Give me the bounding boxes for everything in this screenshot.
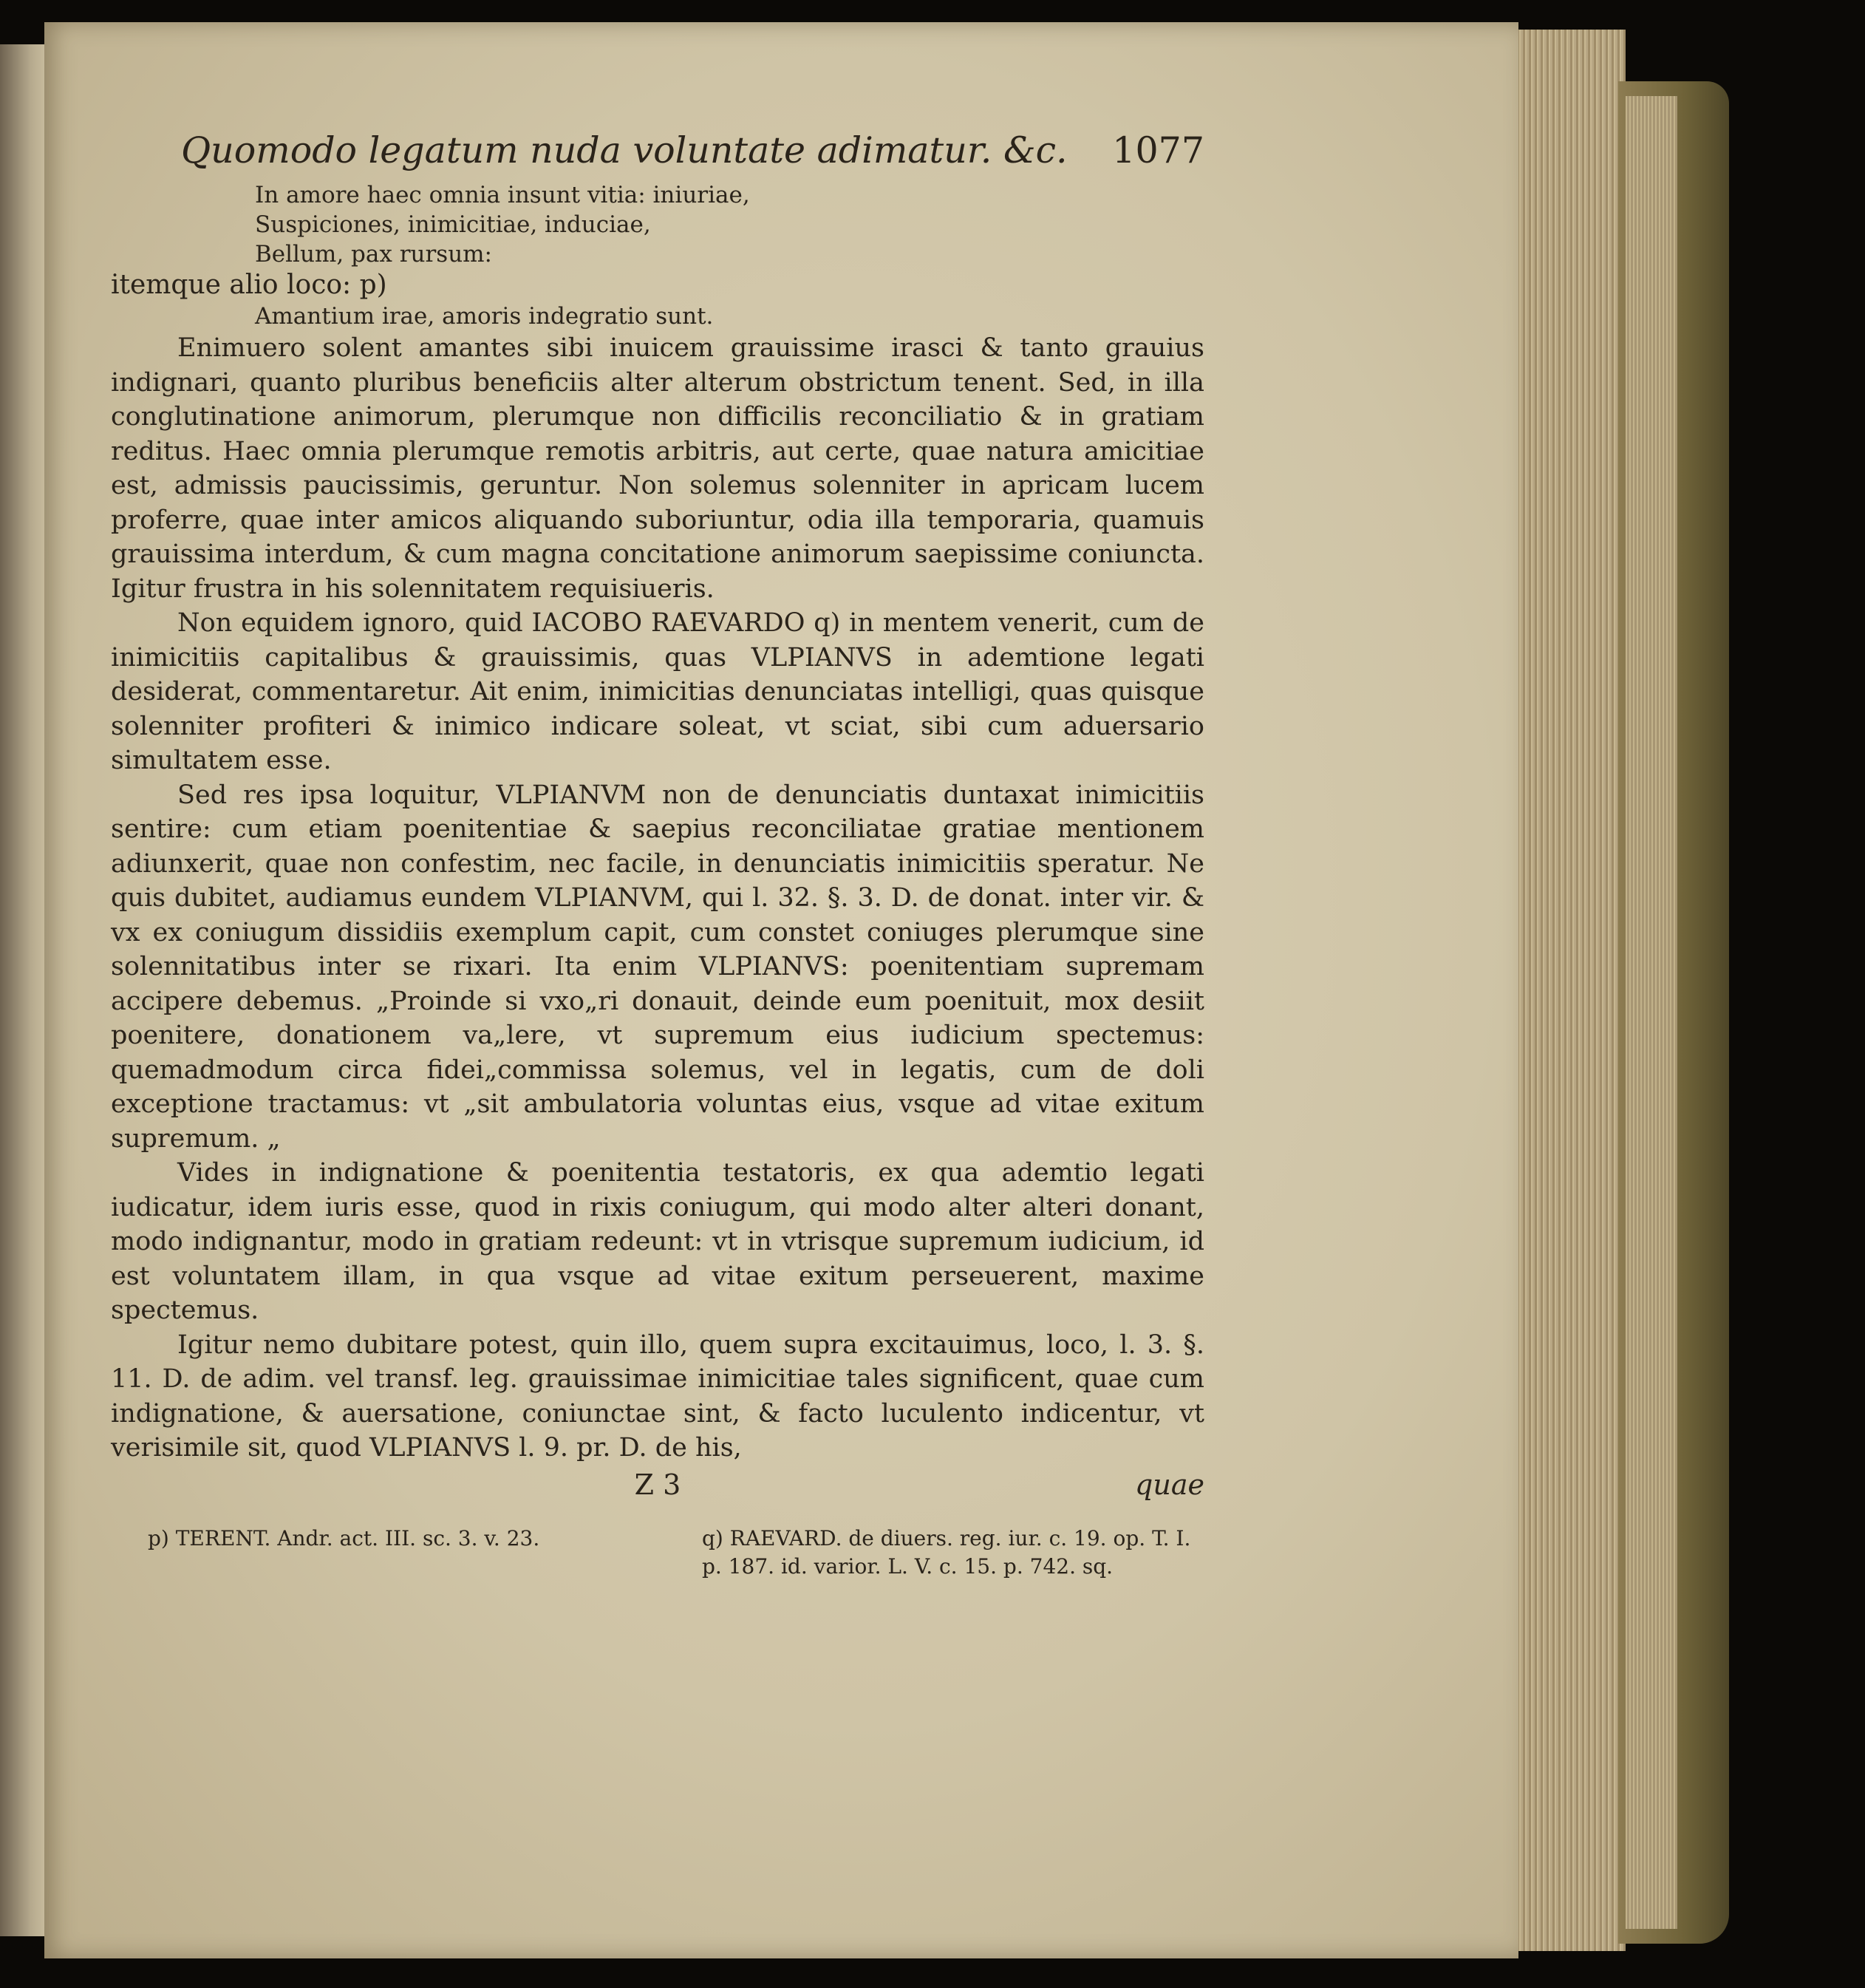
footnotes [111, 1525, 1204, 1581]
footnote: q) RAEVARD. de diuers. reg. iur. c. 19. op. T. I. p. 187. id. varior. L. V. c. 15. p. 742. sq. [702, 1525, 1191, 1579]
running-title: Quomodo legatum nuda voluntate adimatur. &c. [181, 129, 1068, 171]
verse-line: Bellum, pax rursum: [255, 241, 493, 268]
footnote: p) TERENT. Andr. act. III. sc. 3. v. 23. [148, 1525, 540, 1550]
verse-line: Suspiciones, inimicitiae, induciae, [255, 211, 651, 238]
paragraph: Non equidem ignoro, quid IACOBO RAEVARDO q) in mentem venerit, cum de inimicitiis capitalibus & grauissimis, quas VLPIANVS in ademtione legati desiderat, commentaretur. Ait enim, inimicitias denunciatas intelligi, quas quisque solenniter profiteri & inimico indicare soleat, vt sciat, sibi cum aduersario simultatem esse. [111, 608, 1204, 775]
intro-line: itemque alio loco: p) [111, 270, 387, 300]
page-number: 1077 [1112, 129, 1204, 171]
verse-line: Amantium irae, amoris indegratio sunt. [255, 303, 714, 330]
paragraph: Igitur nemo dubitare potest, quin illo, quem supra excitauimus, loco, l. 3. §. 11. D. de adim. vel transf. leg. grauissimae inimicitiae tales significent, quae cum indignatione, & auersatione, coniunctae sint, & facto luculento indicentur, vt verisimile sit, quod VLPIANVS l. 9. pr. D. de his, [111, 1330, 1204, 1463]
verse-line: In amore haec omnia insunt vitia: iniuriae, [255, 182, 750, 208]
paragraph: Vides in indignatione & poenitentia testatoris, ex qua ademtio legati iudicatur, idem iuris esse, quod in rixis coniugum, qui modo alter alteri donant, modo indignantur, modo in gratiam redeunt: vt in vtrisque supremum iudicium, id est voluntatem illam, in qua vsque ad vitae exitum perseuerent, maxime spectemus. [111, 1158, 1204, 1325]
running-header [111, 129, 1204, 171]
page-fore-edge [1515, 30, 1626, 1951]
signature-mark: Z 3 [634, 1468, 681, 1501]
paragraph: Sed res ipsa loquitur, VLPIANVM non de denunciatis duntaxat inimicitiis sentire: cum etiam poenitentiae & saepius reconciliatae gratiae mentionem adiunxerit, quae non confestim, nec facile, in denunciatis inimicitiis speratur. Ne quis dubitet, audiamus eundem VLPIANVM, qui l. 32. §. 3. D. de donat. inter vir. & vx ex coniugum dissidiis exemplum capit, cum constet coniuges plerumque sine solennitatibus inter se rixari. Ita enim VLPIANVS: poenitentiam supremam accipere debemus. „Proinde si vxo„ri donauit, deinde eum poenituit, mox desiit poenitere, donationem va„lere, vt supremum eius iudicium spectemus: quemadmodum circa fidei„commissa solemus, vel in legatis, cum de doli exceptione tractamus: vt „sit ambulatoria voluntas eius, vsque ad vitae exitum supremum. „ [111, 780, 1204, 1154]
signature-line [111, 1468, 1204, 1501]
cover-page-block [1626, 96, 1677, 1929]
paragraph: Enimuero solent amantes sibi inuicem grauissime irasci & tanto grauius indignari, quanto pluribus beneficiis alter alterum obstrictum tenent. Sed, in illa conglutinatione animorum, plerumque non difficilis reconciliatio & in gratiam reditus. Haec omnia plerumque remotis arbitris, aut certe, quae natura amicitiae est, admissis paucissimis, geruntur. Non solemus solenniter in apricam lucem proferre, quae inter amicos aliquando suboriuntur, odia illa temporaria, quamuis grauissima interdum, & cum magna concitatione animorum saepissime coniuncta. Igitur frustra in his solennitatem requisiueris. [111, 333, 1204, 604]
catchword: quae [1135, 1468, 1204, 1501]
page-text [111, 129, 1204, 1581]
